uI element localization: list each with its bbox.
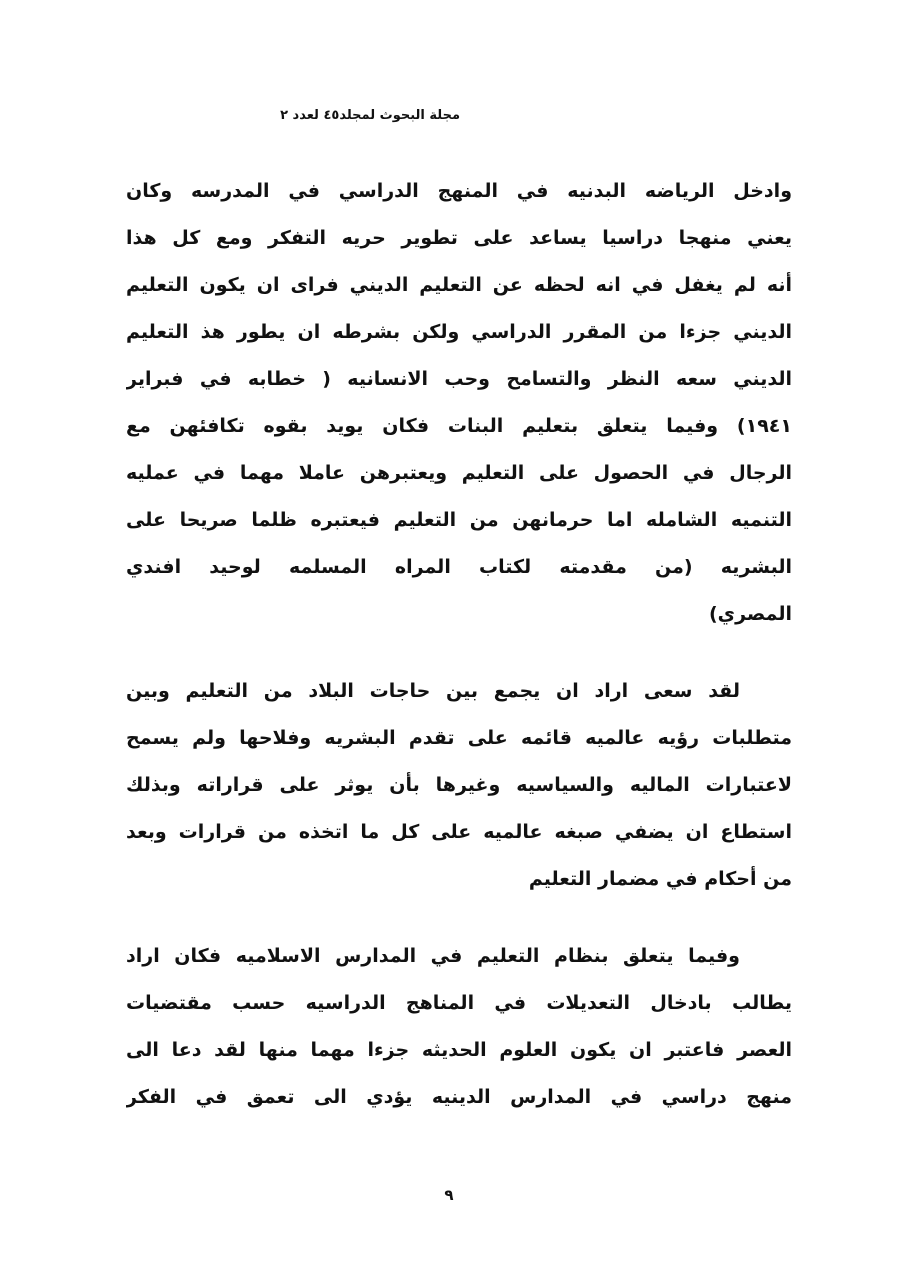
running-head: مجلة البحوث لمجلد٤٥ لعدد ٢	[280, 108, 460, 123]
text-line: أنه لم يغفل في انه لحظه عن التعليم الديني فراى ان يكون التعليم	[126, 274, 792, 296]
text-line: البشريه (من مقدمته لكتاب المراه المسلمه لوحيد افندي	[126, 556, 792, 578]
text-line: المصري)	[708, 603, 792, 625]
text-line: ١٩٤١) وفيما يتعلق بتعليم البنات فكان يويد بقوه تكافئهن مع	[126, 415, 792, 437]
text-line: الديني جزءا من المقرر الدراسي ولكن بشرطه ان يطور هذ التعليم	[126, 321, 792, 343]
text-line: الرجال في الحصول على التعليم ويعتبرهن عاملا مهما في عمليه	[126, 462, 792, 484]
text-line: لقد سعى اراد ان يجمع بين حاجات البلاد من التعليم وبين	[126, 680, 740, 702]
paragraph-3	[126, 933, 792, 1121]
paragraph-2	[126, 668, 792, 903]
text-line: الديني سعه النظر والتسامح وحب الانسانيه ( خطابه في فبراير	[126, 368, 792, 390]
text-line: التنميه الشامله اما حرمانهن من التعليم فيعتبره ظلما صريحا على	[126, 509, 792, 531]
page-number: ٩	[444, 1186, 454, 1204]
body-text	[126, 168, 792, 1121]
text-line: لاعتبارات الماليه والسياسيه وغيرها بأن يوثر على قراراته وبذلك	[126, 774, 792, 796]
text-line: منهج دراسي في المدارس الدينيه يؤدي الى تعمق في الفكر	[126, 1086, 792, 1108]
text-line: استطاع ان يضفي صبغه عالميه على كل ما اتخذه من قرارات وبعد	[126, 821, 792, 843]
text-line: العصر فاعتبر ان يكون العلوم الحديثه جزءا مهما منها لقد دعا الى	[126, 1039, 792, 1061]
text-line: متطلبات رؤيه عالميه قائمه على تقدم البشريه وفلاحها ولم يسمح	[126, 727, 792, 749]
text-line: يعني منهجا دراسيا يساعد على تطوير حريه التفكر ومع كل هذا	[126, 227, 792, 249]
text-line: من أحكام في مضمار التعليم	[528, 868, 792, 890]
text-line: وادخل الرياضه البدنيه في المنهج الدراسي في المدرسه وكان	[126, 180, 792, 202]
paragraph-1	[126, 168, 792, 638]
text-line: يطالب بادخال التعديلات في المناهج الدراسيه حسب مقتضيات	[126, 992, 792, 1014]
text-line: وفيما يتعلق بنظام التعليم في المدارس الاسلاميه فكان اراد	[126, 945, 740, 967]
